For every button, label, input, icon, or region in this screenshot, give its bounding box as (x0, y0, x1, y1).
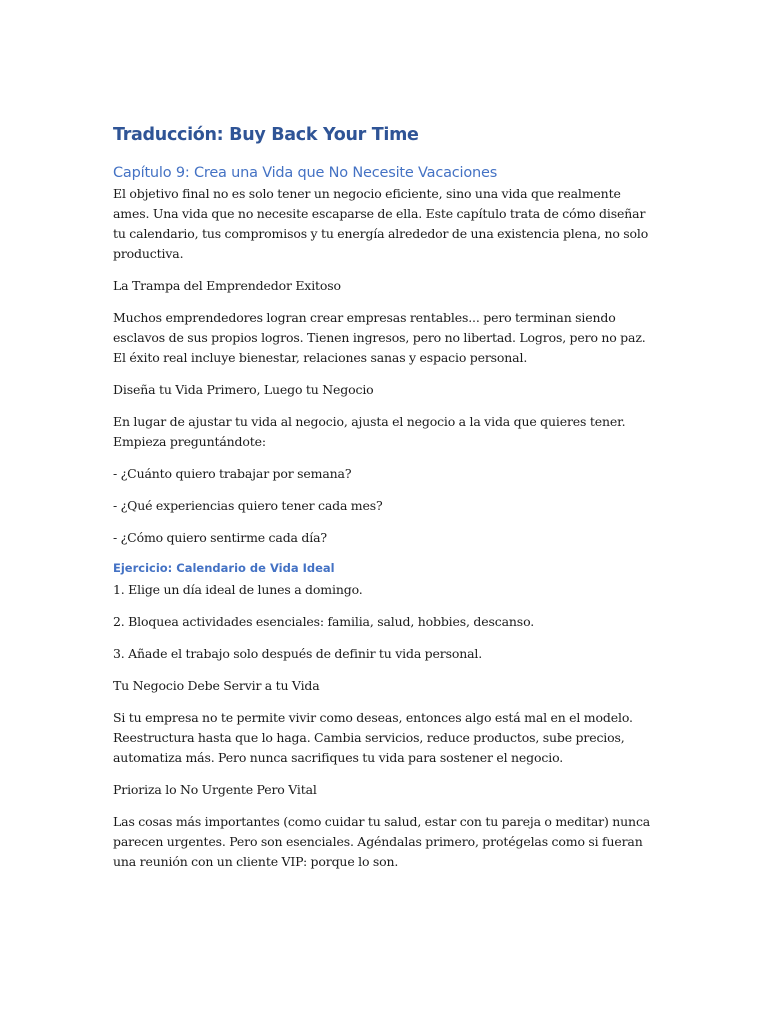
section-body-trap: Muchos emprendedores logran crear empresas rentables... pero terminan siendo esclavos de sus propios logros. Tienen ingresos, pero no libertad. Logros, pero no paz. El éxito real incluye bienestar, relaciones sanas y espacio personal. (113, 310, 646, 365)
section-body-priority: Las cosas más importantes (como cuidar tu salud, estar con tu pareja o meditar) nunca parecen urgentes. Pero son esenciales. Agéndalas primero, protégelas como si fueran una reunión con un cliente VIP: porque lo son. (113, 814, 651, 869)
exercise-step: 3. Añade el trabajo solo después de definir tu vida personal. (113, 646, 483, 661)
section-heading-trap: La Trampa del Emprendedor Exitoso (113, 278, 341, 293)
section-heading-design: Diseña tu Vida Primero, Luego tu Negocio (113, 382, 374, 397)
section-body-business: Si tu empresa no te permite vivir como deseas, entonces algo está mal en el modelo. Reestructura hasta que lo haga. Cambia servicios, reduce productos, sube precios, automatiza más. Pero nunca sacrifiques tu vida para sostener el negocio. (113, 710, 633, 765)
section-heading-business: Tu Negocio Debe Servir a tu Vida (113, 678, 320, 693)
exercise-heading: Ejercicio: Calendario de Vida Ideal (113, 561, 335, 575)
question-item: - ¿Cuánto quiero trabajar por semana? (113, 466, 352, 481)
question-item: - ¿Qué experiencias quiero tener cada mes? (113, 498, 383, 513)
exercise-step: 2. Bloquea actividades esenciales: familia, salud, hobbies, descanso. (113, 614, 535, 629)
section-heading-priority: Prioriza lo No Urgente Pero Vital (113, 782, 317, 797)
section-body-design: En lugar de ajustar tu vida al negocio, ajusta el negocio a la vida que quieres tener. Empieza preguntándote: (113, 414, 626, 449)
chapter-heading: Capítulo 9: Crea una Vida que No Necesite Vacaciones (113, 165, 498, 181)
intro-paragraph: El objetivo final no es solo tener un negocio eficiente, sino una vida que realmente ames. Una vida que no necesite escaparse de ella. Este capítulo trata de cómo diseñar tu calendario, tus compromisos y tu energía alrededor de una existencia plena, no solo productiva. (113, 186, 649, 261)
document-page (113, 123, 658, 884)
question-item: - ¿Cómo quiero sentirme cada día? (113, 530, 327, 545)
exercise-step: 1. Elige un día ideal de lunes a domingo. (113, 582, 363, 597)
document-title: Traducción: Buy Back Your Time (113, 125, 419, 145)
